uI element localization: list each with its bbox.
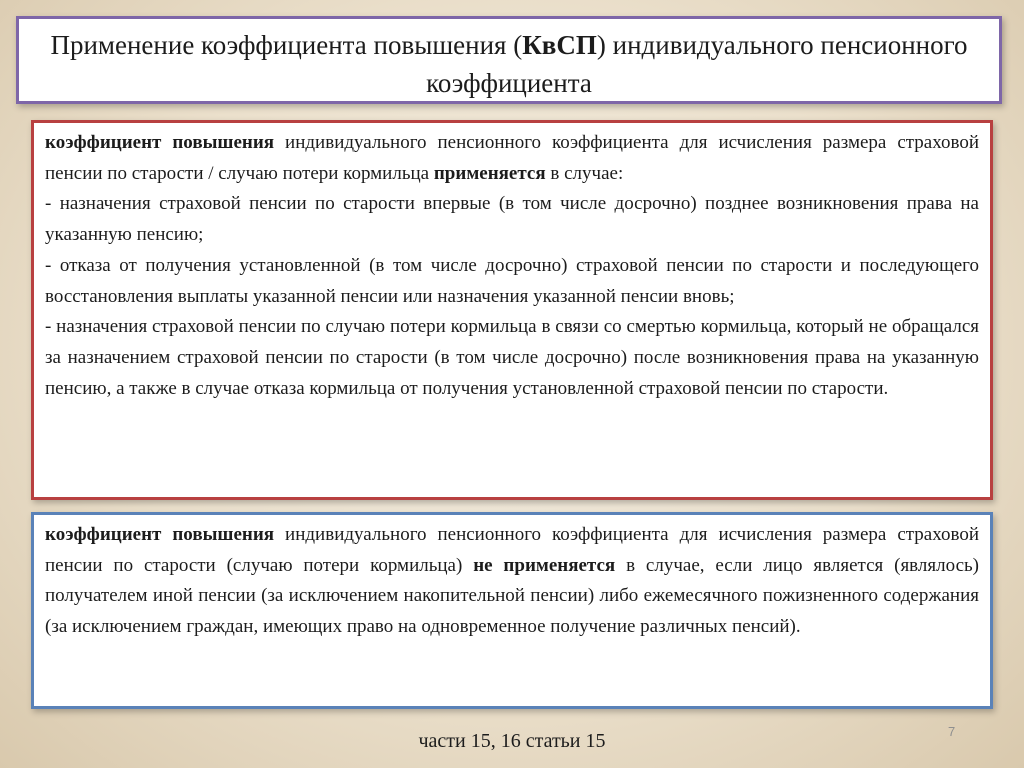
applies-list-item: - назначения страховой пенсии по старости впервые (в том числе досрочно) позднее возникновения права на указанную пенсию; — [45, 193, 979, 246]
page-number: 7 — [948, 724, 956, 739]
applies-intro — [45, 128, 979, 189]
not-applies-term: коэффициент повышения — [45, 524, 275, 545]
title-suffix: ) индивидуального пенсионного коэффициента — [426, 30, 968, 98]
applies-list-item: - назначения страховой пенсии по случаю потери кормильца в связи со смертью кормильца, который не обращался за назначением страховой пенсии по старости (в том числе досрочно) после возникновения права на указанную пенсию, а также в случае отказа кормильца от получения установленной страховой пенсии по старости. — [45, 316, 979, 399]
not-applies-verb: не применяется — [473, 554, 616, 576]
applies-intro-text: индивидуального пенсионного коэффициента для исчисления размера страховой пенсии по старости / случаю потери кормильца — [45, 132, 979, 184]
slide-title — [16, 16, 1002, 104]
applies-list-item: - отказа от получения установленной (в том числе досрочно) страховой пенсии по старости и последующего восстановления выплаты указанной пенсии или назначения указанной пенсии вновь; — [45, 254, 979, 307]
title-abbreviation: КвСП — [522, 30, 597, 60]
not-applies-tail: в случае, если лицо является (являлось) получателем иной пенсии (за исключением накопительной пенсии) либо ежемесячного пожизненного содержания (за исключением граждан, имеющих право на одновременное получение различных пенсий). — [45, 554, 979, 638]
legal-reference: части 15, 16 статьи 15 — [418, 730, 606, 752]
not-applies-intro-text: индивидуального пенсионного коэффициента для исчисления размера страховой пенсии по старости (случаю потери кормильца) — [45, 524, 979, 576]
applies-verb: применяется — [433, 162, 546, 184]
title-prefix: Применение коэффициента повышения ( — [50, 30, 523, 60]
not-applies-text — [45, 520, 979, 643]
applies-panel — [31, 120, 993, 500]
not-applies-panel — [31, 512, 993, 709]
applies-term: коэффициент повышения — [45, 132, 275, 153]
applies-tail: в случае: — [545, 162, 624, 184]
